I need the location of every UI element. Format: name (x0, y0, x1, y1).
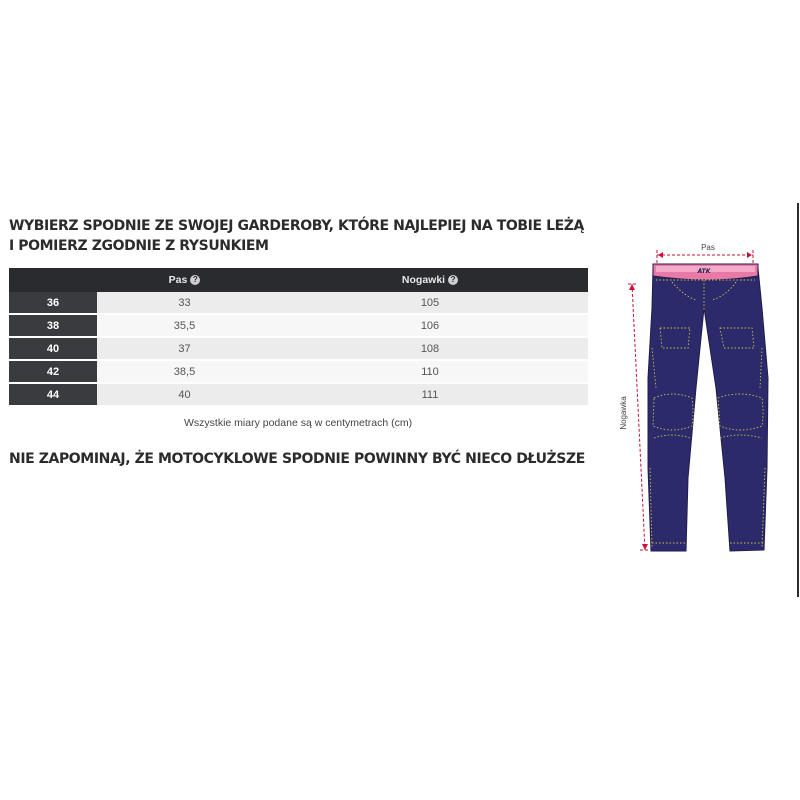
nogawki-cell: 108 (272, 337, 588, 360)
size-table (9, 268, 588, 407)
nogawki-cell: 110 (272, 360, 588, 383)
size-cell: 42 (9, 360, 97, 383)
reminder-heading: NIE ZAPOMINAJ, ŻE MOTOCYKLOWE SPODNIE POWINNY BYĆ NIECO DŁUŻSZE (9, 451, 585, 467)
pants-measurement-illustration (612, 238, 774, 558)
size-cell: 38 (9, 314, 97, 337)
table-header-row (9, 268, 588, 292)
help-icon[interactable]: ? (190, 275, 200, 285)
pas-cell: 38,5 (97, 360, 272, 383)
header-nogawki-label: Nogawki (401, 274, 446, 286)
leg-label: Nogawka (619, 396, 628, 430)
waist-label: Pas (701, 243, 715, 252)
table-row (9, 360, 588, 383)
divider-line (797, 203, 799, 597)
leg-measure-line (628, 284, 650, 550)
table-row (9, 337, 588, 360)
header-pas (97, 268, 272, 292)
help-icon[interactable]: ? (448, 275, 458, 285)
waist-measure-line (657, 250, 753, 264)
units-note: Wszystkie miary podane są w centymetrach (cm) (184, 417, 413, 429)
nogawki-cell: 106 (272, 314, 588, 337)
brand-logo: ATK (697, 268, 711, 275)
pants-body (648, 268, 768, 551)
pas-cell: 40 (97, 383, 272, 406)
size-cell: 44 (9, 383, 97, 406)
table-row (9, 383, 588, 406)
header-nogawki (272, 268, 588, 292)
pas-cell: 35,5 (97, 314, 272, 337)
nogawki-cell: 105 (272, 292, 588, 314)
heading-line-1: WYBIERZ SPODNIE ZE SWOJEJ GARDEROBY, KTÓRE NAJLEPIEJ NA TOBIE LEŻĄ (9, 218, 584, 234)
table-row (9, 292, 588, 314)
nogawki-cell: 111 (272, 383, 588, 406)
arrow-left-icon (658, 252, 663, 258)
arrow-right-icon (747, 252, 752, 258)
header-size (9, 268, 97, 292)
arrow-down-icon (642, 544, 648, 550)
page-heading (9, 216, 599, 256)
size-cell: 36 (9, 292, 97, 314)
arrow-up-icon (629, 284, 635, 290)
size-cell: 40 (9, 337, 97, 360)
heading-line-2: I POMIERZ ZGODNIE Z RYSUNKIEM (9, 238, 269, 254)
table-row (9, 314, 588, 337)
pas-cell: 37 (97, 337, 272, 360)
header-pas-label: Pas (168, 274, 188, 286)
pas-cell: 33 (97, 292, 272, 314)
